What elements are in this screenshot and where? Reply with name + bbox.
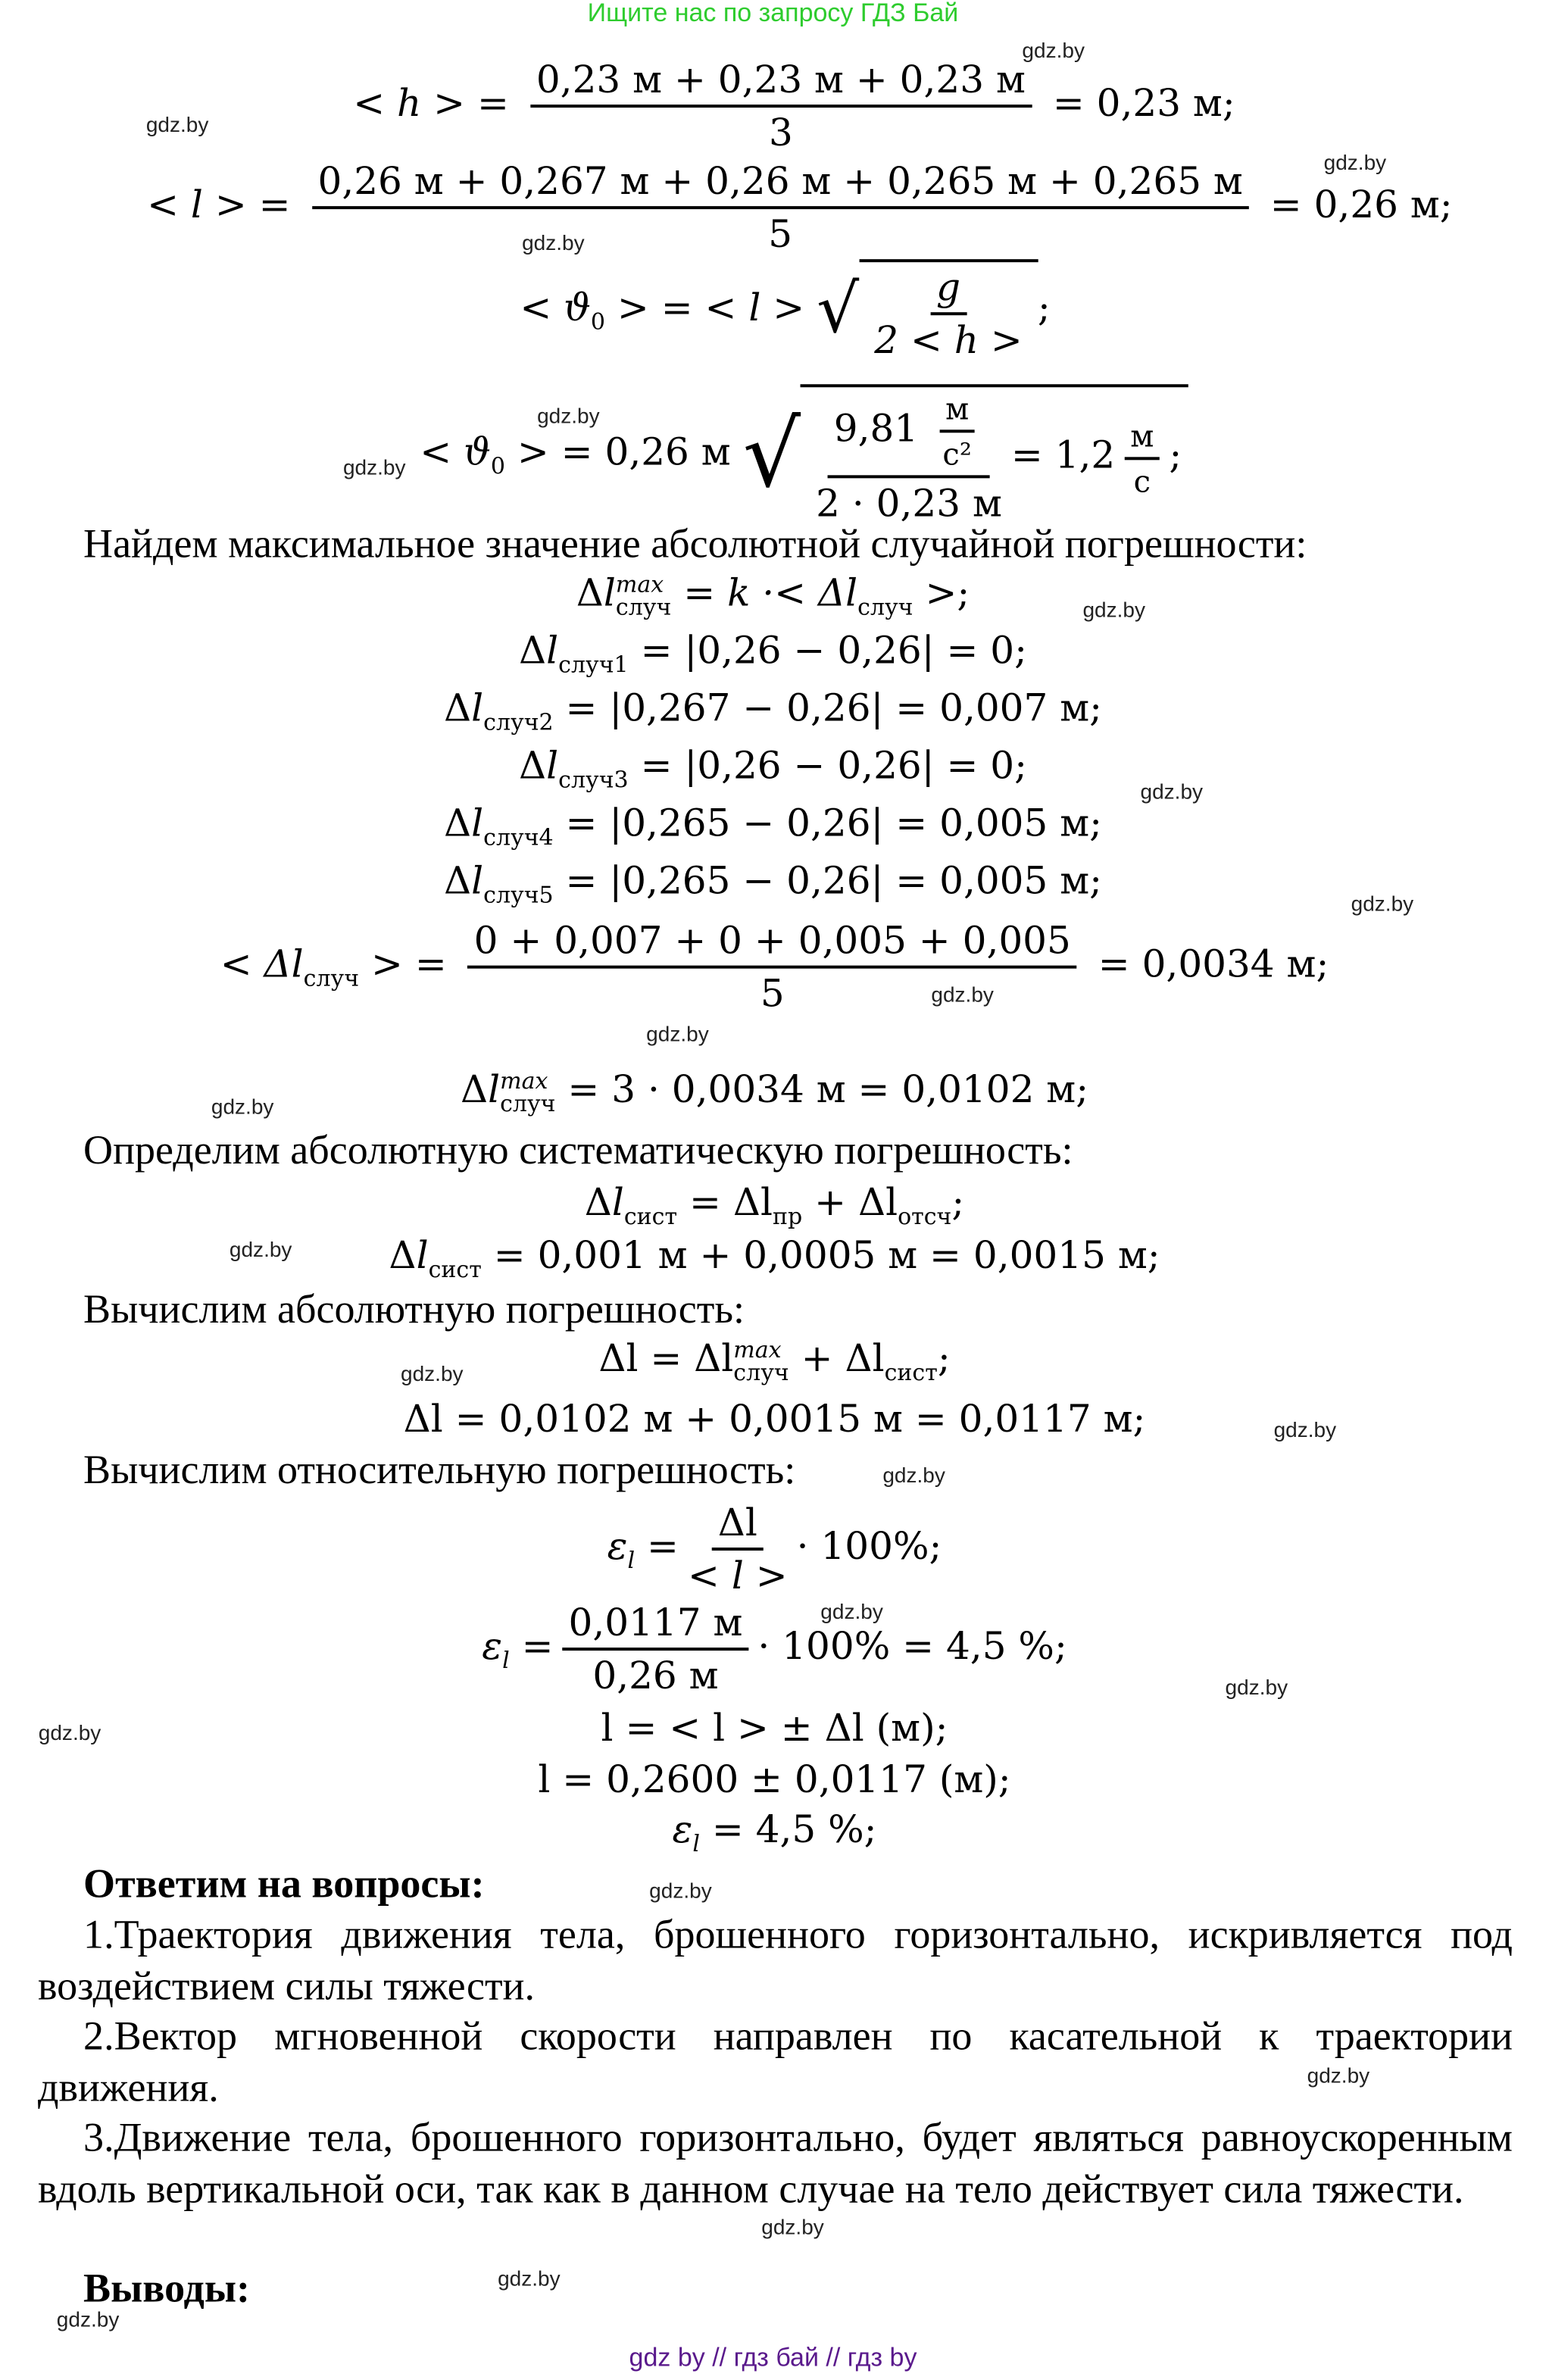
watermark: gdz.by (1225, 1675, 1288, 1700)
watermark: gdz.by (56, 2307, 120, 2332)
watermark: gdz.by (931, 982, 994, 1007)
text-relative-error: Вычислим относительную погрешность: (83, 1446, 796, 1492)
formula-max-random: Δl max случ = $k \cdot< \Delta l_{случ}$ >; (576, 570, 970, 621)
text-systematic-error: Определим абсолютную систематическую погрешность: (83, 1126, 1073, 1173)
watermark: gdz.by (761, 2214, 824, 2239)
answer-2: 2.Вектор мгновенной скорости направлен по касательной к траектории движения. (38, 2013, 1513, 2110)
watermark: gdz.by (646, 1021, 709, 1046)
formula-mean-h: < h > = $\frac{0,23 м + 0,23 м + 0,23 м}{3}$ = 0,23 м; (353, 58, 1235, 155)
conclusions-heading: Выводы: (83, 2265, 251, 2311)
watermark: gdz.by (498, 2266, 561, 2291)
formula-systematic-value: $\Delta l_{сист} = 0,001$ м + 0,0005 м = 0,0015 м; (389, 1232, 1160, 1283)
watermark: gdz.by (1082, 597, 1146, 622)
formula-mean-l: < l > = $\frac{0,26 м + 0,267 м + 0,26 м + 0,265 м + 0,265 м}{5}$ = 0,26 м; (147, 159, 1453, 257)
formula-mean-delta: < $\Delta l_{случ}$ > = $\frac{0 + 0,007 + 0 + 0,005 + 0,005}{5}$ = 0,0034 м; (220, 918, 1329, 1016)
text-absolute-error: Вычислим абсолютную погрешность: (83, 1285, 745, 1332)
watermark: gdz.by (342, 454, 406, 479)
watermark: gdz.by (401, 1360, 464, 1385)
watermark: gdz.by (1323, 150, 1387, 175)
watermark: gdz.by (229, 1236, 292, 1261)
watermark: gdz.by (1307, 2063, 1370, 2088)
formula-systematic: $\Delta l_{сист} = \Delta l_{пр} + \Delta l_{отсч}$; (584, 1179, 965, 1230)
formula-result-3: $\varepsilon_l = 4,5$ %; (672, 1807, 877, 1858)
formula-absolute-value: Δl = 0,0102 м + 0,0015 м = 0,0117 м; (403, 1396, 1146, 1441)
formula-max-value: Δl max случ = 3 · 0,0034 м = 0,0102 м; (460, 1067, 1089, 1117)
watermark: gdz.by (145, 112, 209, 137)
footer-links[interactable]: gdz by // гдз бай // гдз by (629, 2343, 917, 2372)
sqrt-symbol: √ 9,81 $\frac{м}{\text{с²}}$ 2 · 0,23 м = 1,2 $\frac{м}{с}$ ; (743, 384, 1188, 525)
formula-v0-value: < $ϑ_0$ > = 0,26 м √ 9,81 $\frac{м}{\text{с²}}$ 2 · 0,23 м = 1,2 $\frac{м}{с}$ ; (420, 384, 1188, 525)
formula-delta-3: $\Delta l_{случ3} = |0,26 - 0,26| = 0$; (519, 743, 1027, 794)
formula-delta-4: $\Delta l_{случ4} = |0,265 - 0,26| = 0,005$ м; (444, 801, 1103, 851)
formula-result-1: l = < l > ± Δl (м); (601, 1706, 948, 1751)
formula-absolute: Δl = Δl max случ + $\Delta l_{сист}$; (598, 1335, 951, 1386)
formula-relative: $\varepsilon_l$ = $\frac{\Delta l}{< l >}$ · 100%; (607, 1500, 942, 1598)
watermark: gdz.by (1140, 779, 1204, 804)
watermark: gdz.by (649, 1878, 712, 1903)
watermark: gdz.by (38, 1720, 101, 1745)
watermark: gdz.by (211, 1094, 274, 1119)
answer-1: 1.Траектория движения тела, брошенного горизонтально, искривляется под воздействием силы тяжести. (38, 1911, 1513, 2008)
formula-v0: < $ϑ_0$ > = < l > √ $\frac{g}{2 < h >}$ ; (520, 259, 1050, 362)
watermark: gdz.by (522, 230, 585, 255)
text-random-error: Найдем максимальное значение абсолютной случайной погрешности: (83, 520, 1307, 567)
answers-heading: Ответим на вопросы: (83, 1860, 485, 1907)
formula-result-2: l = 0,2600 ± 0,0117 (м); (538, 1757, 1011, 1802)
formula-relative-value: $\varepsilon_l$ = $\frac{0,0117 м}{0,26 м}$ · 100% = 4,5 %; (482, 1601, 1067, 1698)
watermark: gdz.by (1273, 1416, 1337, 1441)
formula-delta-5: $\Delta l_{случ5} = |0,265 - 0,26| = 0,005$ м; (444, 858, 1103, 909)
formula-delta-2: $\Delta l_{случ2} = |0,267 - 0,26| = 0,007$ м; (444, 686, 1103, 736)
answer-3: 3.Движение тела, брошенного горизонтально, будет являться равноускоренным вдоль вертикальной оси, так как в данном случае на тело действует сила тяжести. (38, 2114, 1513, 2211)
watermark: gdz.by (1022, 38, 1085, 63)
watermark: gdz.by (537, 403, 600, 428)
watermark: gdz.by (1351, 891, 1414, 916)
formula-delta-1: $\Delta l_{случ1} = |0,26 - 0,26| = 0$; (519, 628, 1027, 679)
watermark: gdz.by (820, 1599, 883, 1624)
watermark: gdz.by (882, 1462, 945, 1487)
sqrt-symbol: √ $\frac{g}{2 < h >}$ (817, 259, 1038, 362)
header-banner[interactable]: Ищите нас по запросу ГДЗ Бай (587, 0, 959, 28)
